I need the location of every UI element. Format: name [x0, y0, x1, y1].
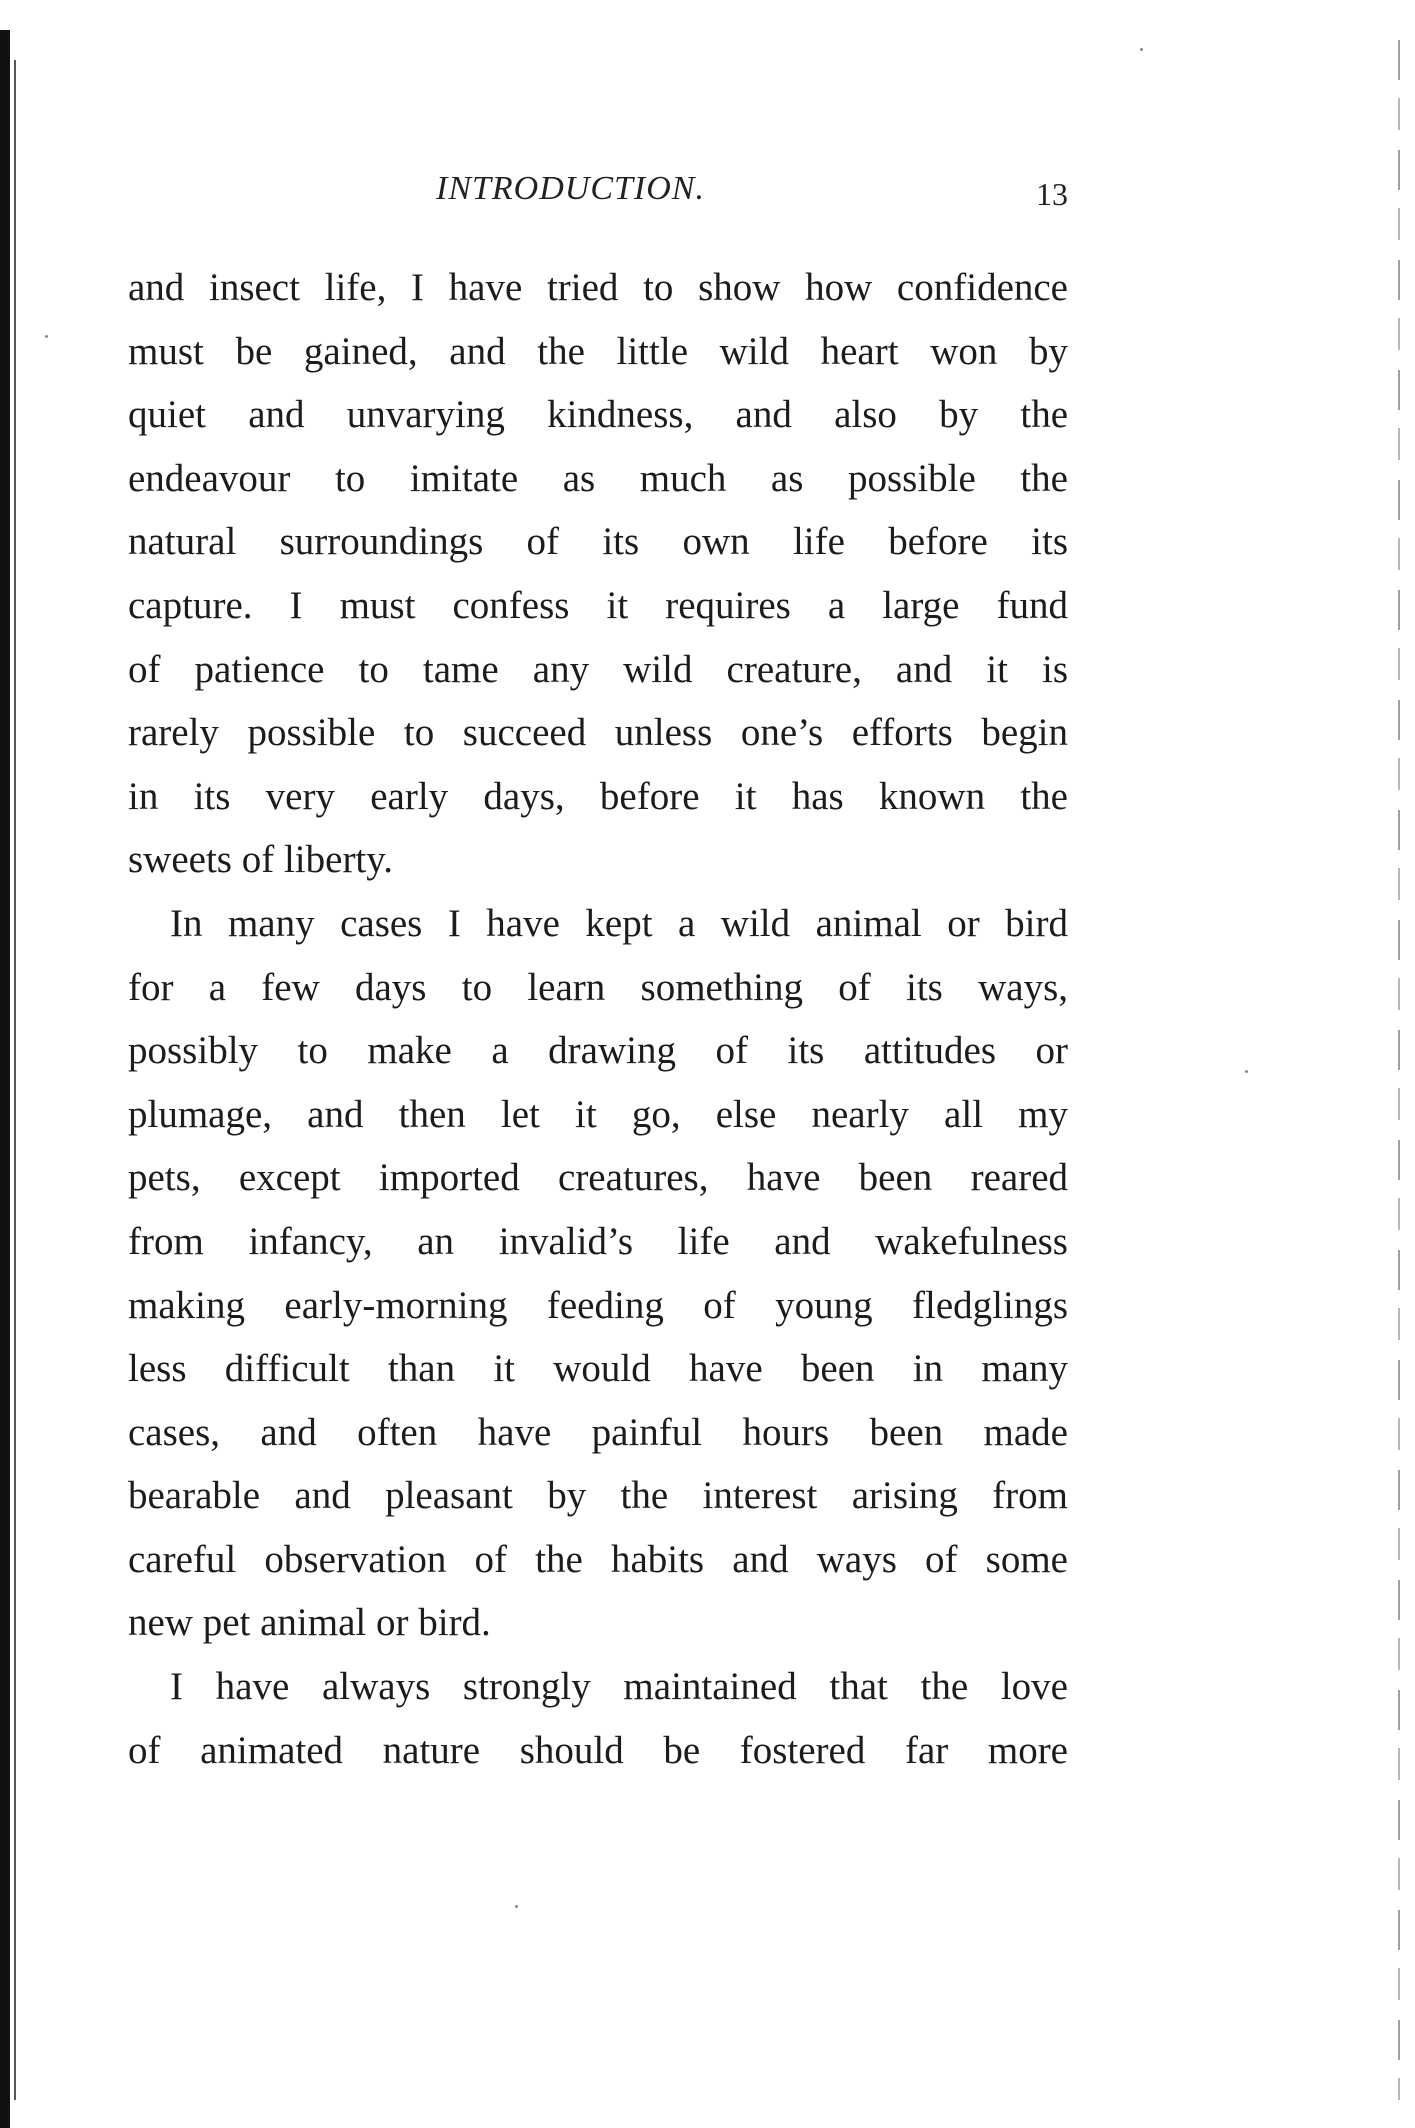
- text-line: from infancy, an invalid’s life and wakefulness: [128, 1219, 1068, 1263]
- paper-speck: [515, 1905, 518, 1908]
- paper-speck: [45, 335, 48, 338]
- text-line: sweets of liberty.: [128, 838, 393, 882]
- text-line: endeavour to imitate as much as possible the: [128, 456, 1068, 500]
- text-line: careful observation of the habits and ways of some: [128, 1537, 1068, 1581]
- text-line: of animated nature should be fostered far more: [128, 1728, 1068, 1772]
- paper-speck: [1140, 48, 1143, 51]
- body-text: [128, 256, 1068, 1782]
- text-line: and insect life, I have tried to show how confidence: [128, 266, 1068, 309]
- text-line: bearable and pleasant by the interest arising from: [128, 1474, 1068, 1518]
- text-line: I have always strongly maintained that the love: [170, 1665, 1068, 1709]
- binding-shadow: [0, 30, 10, 2128]
- running-head: [128, 170, 1068, 220]
- page-edge-right: [1398, 40, 1400, 2100]
- paragraph-2: [128, 892, 1068, 1655]
- text-line: new pet animal or bird.: [128, 1601, 491, 1645]
- text-line: capture. I must confess it requires a large fund: [128, 583, 1068, 627]
- paragraph-1: [128, 256, 1068, 892]
- text-line: for a few days to learn something of its ways,: [128, 965, 1068, 1009]
- page-number: 13: [1036, 176, 1068, 212]
- running-head-title: INTRODUCTION.: [436, 170, 705, 207]
- text-line: rarely possible to succeed unless one’s efforts begin: [128, 711, 1068, 755]
- text-line: less difficult than it would have been in many: [128, 1347, 1068, 1391]
- text-line: in its very early days, before it has known the: [128, 774, 1068, 818]
- text-line: plumage, and then let it go, else nearly all my: [128, 1092, 1068, 1136]
- text-line: must be gained, and the little wild heart won by: [128, 329, 1068, 373]
- paper-speck: [1245, 1070, 1248, 1073]
- text-line: making early-morning feeding of young fledglings: [128, 1283, 1068, 1327]
- paragraph-3: [128, 1655, 1068, 1782]
- text-line: of patience to tame any wild creature, and it is: [128, 647, 1068, 691]
- text-line: cases, and often have painful hours been made: [128, 1410, 1068, 1454]
- text-line: natural surroundings of its own life before its: [128, 520, 1068, 564]
- text-line: quiet and unvarying kindness, and also by the: [128, 393, 1068, 437]
- text-line: pets, except imported creatures, have been reared: [128, 1156, 1068, 1200]
- binding-line: [14, 60, 16, 2100]
- text-line: In many cases I have kept a wild animal or bird: [170, 901, 1068, 945]
- text-line: possibly to make a drawing of its attitudes or: [128, 1029, 1068, 1073]
